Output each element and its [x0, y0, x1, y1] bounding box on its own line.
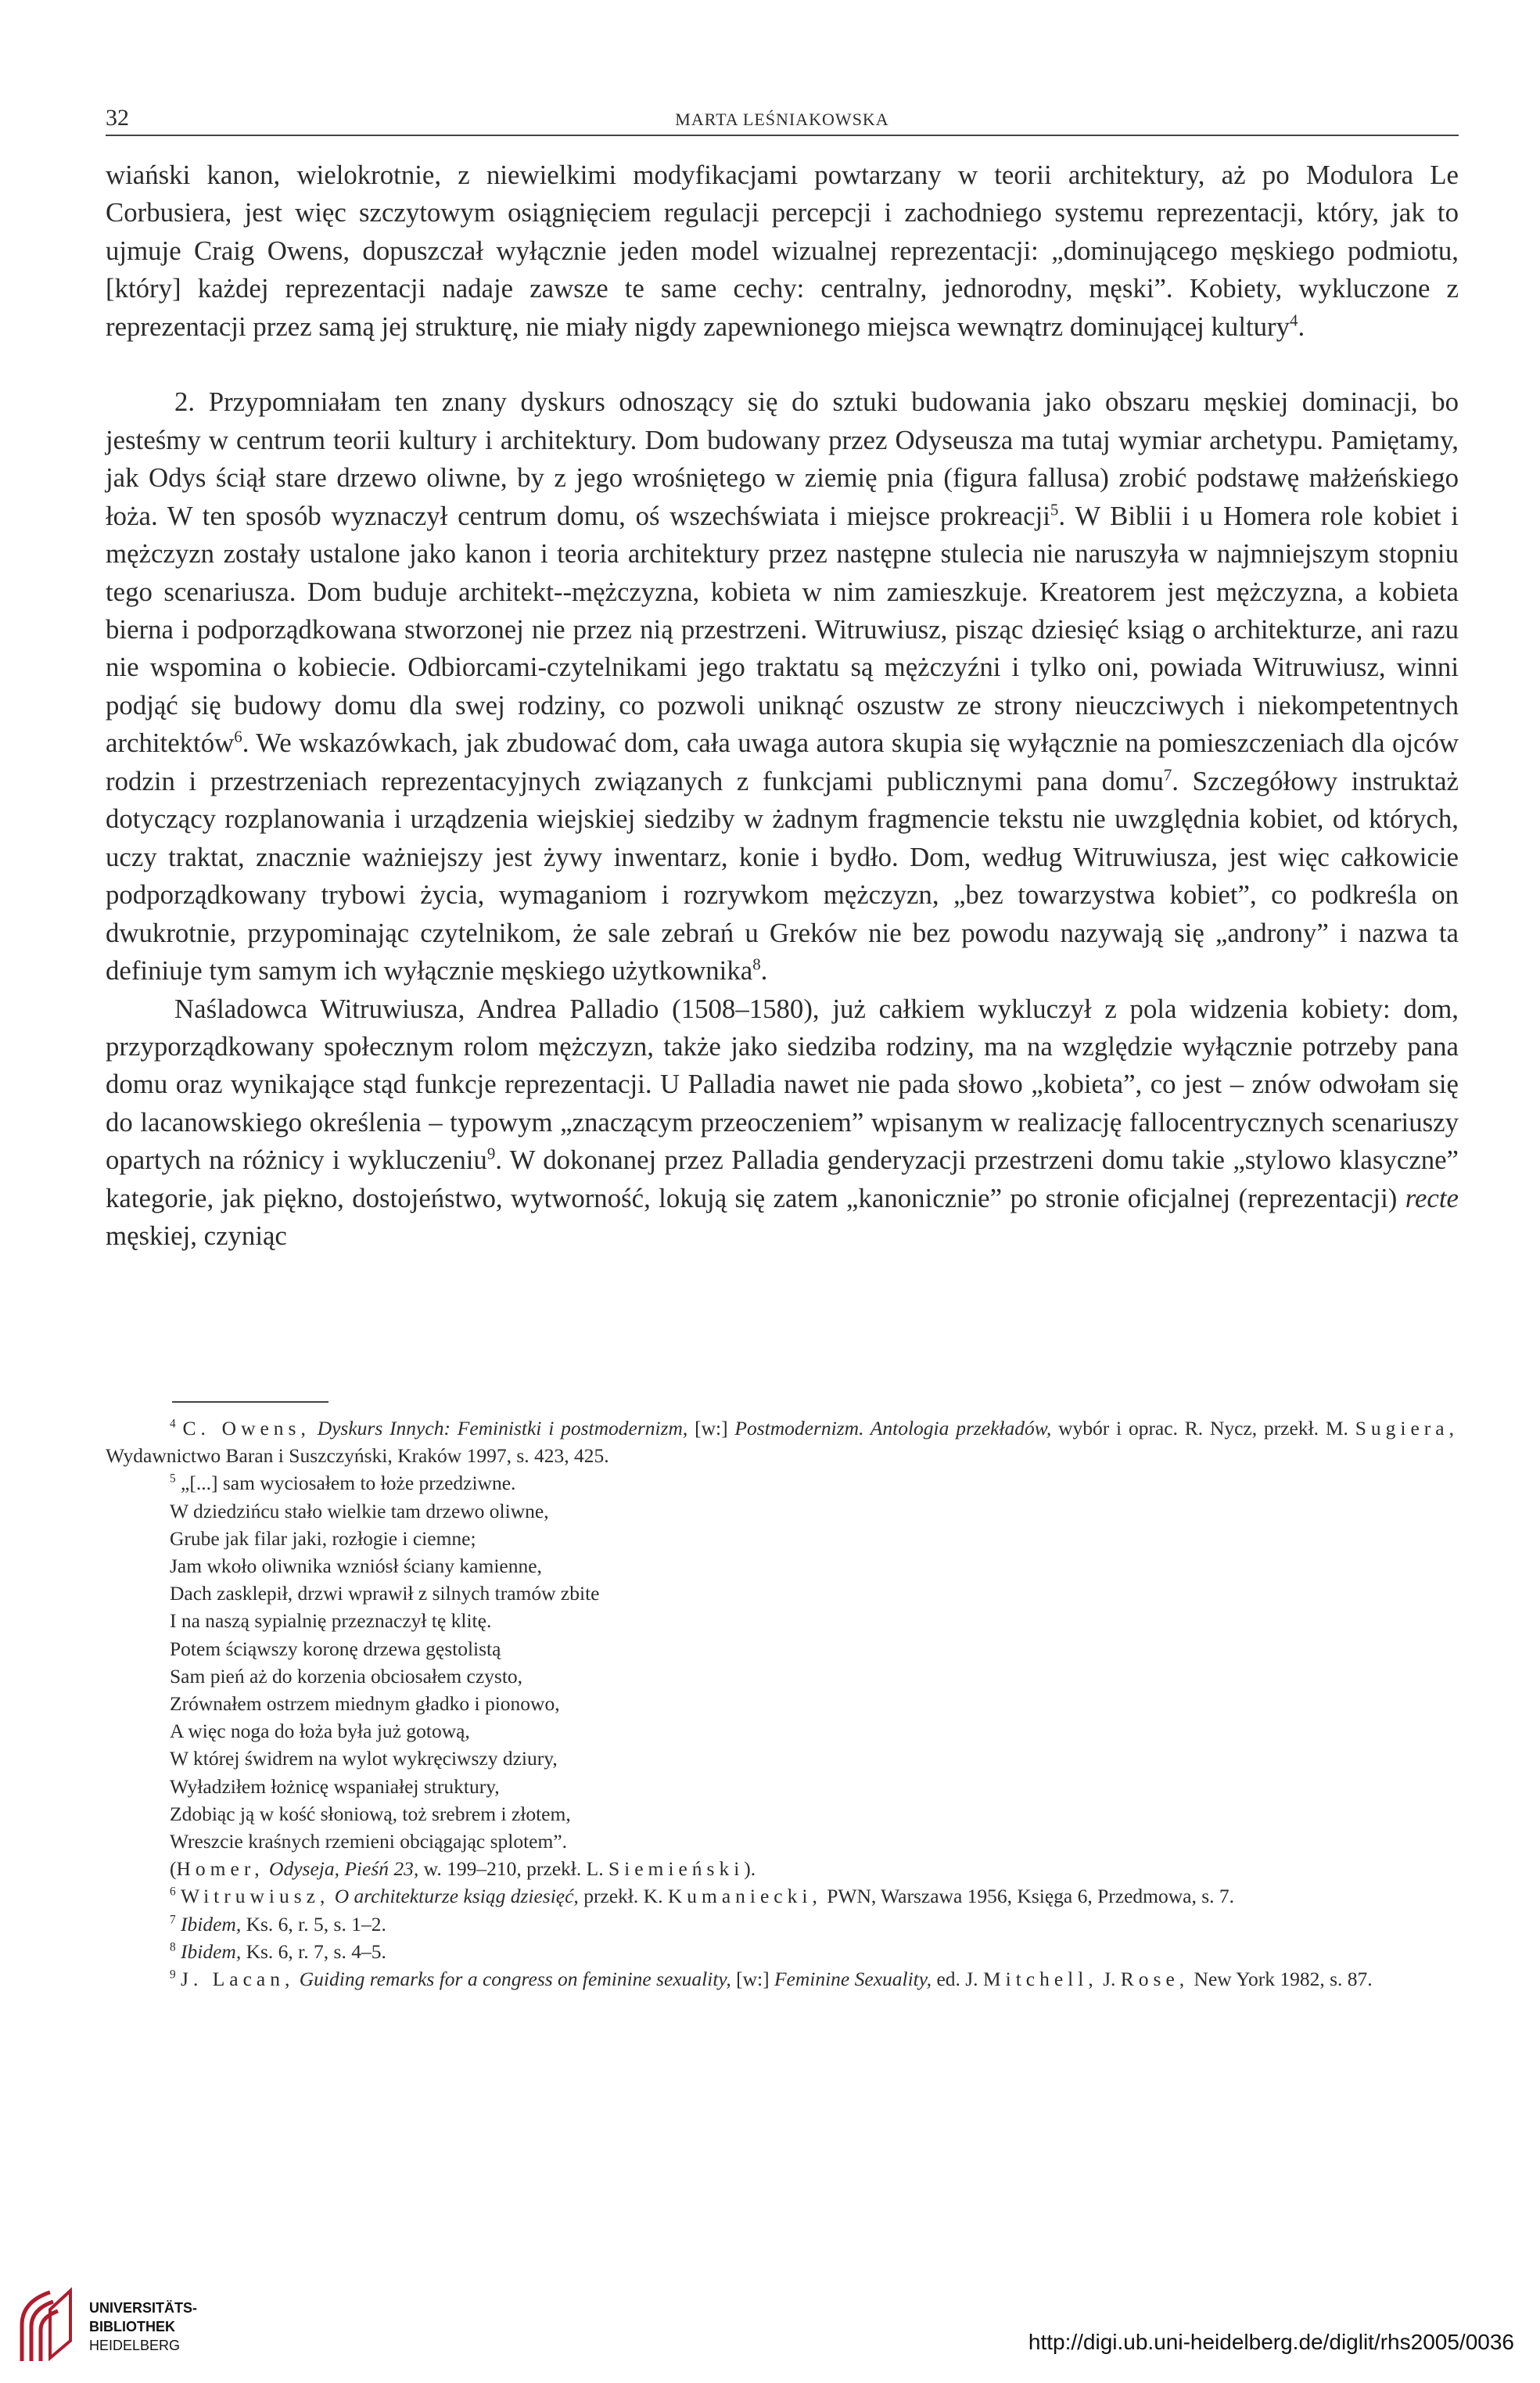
text-run: ).	[744, 1857, 756, 1881]
footnote-rule	[172, 1401, 328, 1403]
footnote-translator: Kumaniecki,	[667, 1885, 822, 1908]
poem-line: Wreszcie kraśnych rzemieni obciągając splotem”.	[170, 1830, 568, 1853]
footnote-title: O architekturze ksiąg dziesięć,	[334, 1885, 579, 1908]
footnote-number: 6	[170, 1885, 176, 1899]
logo-line: HEIDELBERG	[89, 2338, 181, 2353]
poem-line: „[...] sam wyciosałem to łoże przedziwne.	[181, 1472, 516, 1495]
footnote-ref[interactable]: 6	[234, 727, 242, 746]
poem-line: Zrównałem ostrzem miednym gładko i pionowo,	[170, 1692, 560, 1716]
text-run: wybór i oprac. R. Nycz, przekł. M.	[1051, 1417, 1355, 1440]
footnote-book: Postmodernizm. Antologia przekładów,	[734, 1417, 1052, 1440]
footnote-ref[interactable]: 8	[752, 954, 761, 974]
poem-line: Potem ściąwszy koronę drzewa gęstolistą	[170, 1637, 501, 1660]
text-run: J.	[1097, 1968, 1121, 1991]
footnote-ibid: Ibidem,	[181, 1939, 242, 1963]
text-run: PWN, Warszawa 1956, Księga 6, Przedmowa, s. 7.	[821, 1885, 1235, 1908]
text-run: przekł. K.	[578, 1885, 668, 1908]
footnote-translator: Sugiera,	[1355, 1417, 1459, 1440]
text-run: . Szczegółowy instruktaż dotyczący rozplanowania i urządzenia wiejskiej siedziby w żadnym fragmencie tekstu nie uwzględnia kobiet, od których, uczy traktat, znacznie ważniejszy jest żywy inwentarz, konie i bydło. Dom, według Witruwiusza, jest więc całkowicie podporządkowany trybowi życia, wymaganiom i rozrywkom mężczyzn, „bez towarzystwa kobiet”, co podkreśla on dwukrotnie, przypominając czytelnikom, że sale zebrań u Greków nie bez powodu nazywają się „androny” i nazwa ta definiuje tym samym ich wyłącznie męskiego użytkownika	[106, 765, 1459, 987]
running-head: MARTA LEŚNIAKOWSKA	[675, 110, 889, 129]
poem-line: W której świdrem na wylot wykręciwszy dziury,	[170, 1747, 558, 1770]
footnote-number: 9	[170, 1968, 176, 1982]
footnote-author: Homer,	[176, 1857, 264, 1881]
text-run: .	[1298, 311, 1305, 342]
poem-line: Grube jak filar jaki, rozłogie i ciemne;	[170, 1526, 476, 1550]
text-run: wiański kanon, wielokrotnie, z niewielkimi modyfikacjami powtarzany w teorii architektury, aż po Modulora Le Corbusiera, jest więc szczytowym osiągnięciem regulacji percepcji i zachodniego systemu reprezentacji, który, jak to ujmuje Craig Owens, dopuszczał wyłącznie jeden model wizualnej reprezentacji: „dominującego męskiego podmiotu, [który] każdej reprezentacji nadaje zawsze te same cechy: centralny, jednorodny, męski”. Kobiety, wykluczone z reprezentacji przez samą jej strukturę, nie miały nigdy zapewnionego miejsca wewnątrz dominującej kultury	[106, 160, 1459, 342]
body-text	[106, 156, 1459, 1256]
text-run: . W Biblii i u Homera role kobiet i mężczyzn zostały ustalone jako kanon i teoria architektury przez następne stulecia nie naruszyła w najmniejszym stopniu tego scenariusza. Dom buduje architekt-‑mężczyzna, kobieta w nim zamieszkuje. Kreatorem jest mężczyzna, a kobieta bierna i podporządkowana stworzonej nie przez nią przestrzeni. Witruwiusz, pisząc dziesięć ksiąg o architekturze, ani razu nie wspomina o kobiecie. Odbiorcami-czytelnikami jego traktatu są mężczyźni i tylko oni, powiada Witruwiusz, winni podjąć się budowy domu dla swej rodziny, co pozwoli uniknąć oszustw ze strony nieuczciwych i niekompetentnych architektów	[106, 500, 1459, 759]
text-run: New York 1982, s. 87.	[1189, 1968, 1373, 1991]
footnote-author: J. Lacan,	[181, 1968, 295, 1991]
text-run: . We wskazówkach, jak zbudować dom, cała uwaga autora skupia się wyłącznie na pomieszczeniach dla ojców rodzin i przestrzeniach reprezentacyjnych związanych z funkcjami publicznymi pana domu	[106, 728, 1459, 796]
page-number: 32	[106, 105, 129, 131]
footnote-title: Guiding remarks for a congress on feminine sexuality,	[299, 1968, 731, 1991]
text-run: .	[760, 955, 768, 987]
footnote-ref[interactable]: 9	[486, 1144, 496, 1163]
library-logo-text	[89, 2299, 197, 2355]
footnote-4	[106, 1414, 1459, 1469]
footnotes	[106, 1414, 1459, 1993]
footnote-ref[interactable]: 7	[1163, 765, 1172, 785]
footnote-book: Feminine Sexuality,	[774, 1968, 932, 1991]
poem-source	[106, 1855, 1459, 1882]
logo-line: BIBLIOTHEK	[89, 2319, 175, 2334]
text-run: Wydawnictwo Baran i Suszczyński, Kraków 1997, s. 423, 425.	[106, 1444, 609, 1468]
library-seal-icon	[14, 2286, 81, 2364]
footnote-author: C. Owens,	[182, 1417, 311, 1440]
paragraph-2	[106, 383, 1459, 990]
library-logo[interactable]	[14, 2284, 217, 2370]
text-run: 2. Przypomniałam ten znany dyskurs odnoszący się do sztuki budowania jako obszaru męskiej dominacji, bo jesteśmy w centrum teorii kultury i architektury. Dom budowany przez Odyseusza ma tutaj wymiar archetypu. Pamiętamy, jak Odys ściął stare drzewo oliwne, by z jego wrośniętego w ziemię pnia (figura fallusa) zrobić podstawę małżeńskiego łoża. W ten sposób wyznaczył centrum domu, oś wszechświata i miejsce prokreacji	[106, 386, 1459, 531]
text-run: w. 199–210, przekł. L.	[418, 1857, 608, 1881]
text-run: [w:]	[687, 1417, 735, 1440]
footnote-translator: Siemieński	[608, 1857, 745, 1881]
text-run: Ks. 6, r. 7, s. 4–5.	[241, 1939, 386, 1963]
text-run: męskiej, czyniąc	[106, 1220, 287, 1252]
text-run: . W dokonanej przez Palladia genderyzacji przestrzeni domu takie „stylowo klasyczne” kategorie, jak piękno, dostojeństwo, wytworność, lokują się zatem „kanonicznie” po stronie oficjalnej (reprezentacji)	[106, 1145, 1459, 1213]
page-header	[106, 100, 1459, 136]
emphasis: recte	[1405, 1182, 1459, 1213]
text-run: Ks. 6, r. 5, s. 1–2.	[241, 1912, 386, 1936]
paragraph-1	[106, 156, 1459, 346]
footnote-editor: Rose,	[1120, 1968, 1190, 1991]
footnote-number: 7	[170, 1913, 176, 1927]
poem-line: Jam wkoło oliwnika wzniósł ściany kamienne,	[170, 1555, 542, 1578]
poem-line: Wyładziłem łożnicę wspaniałej struktury,	[170, 1774, 500, 1798]
footnote-title: Dyskurs Innych: Feministki i postmodernizm,	[317, 1417, 688, 1440]
footnote-title: Odyseja, Pieśń 23,	[269, 1857, 419, 1881]
logo-line: UNIVERSITÄTS-	[89, 2300, 198, 2316]
footnote-5	[106, 1469, 1459, 1497]
text-run: ed. J.	[932, 1968, 983, 1991]
footnote-ibid: Ibidem,	[181, 1912, 242, 1936]
footnote-ref[interactable]: 5	[1050, 500, 1059, 519]
poem-line: Dach zasklepił, drzwi wprawił z silnych tramów zbite	[170, 1582, 600, 1605]
poem-line: I na naszą sypialnię przeznaczył tę klitę.	[170, 1609, 492, 1633]
text-run: (	[170, 1857, 177, 1881]
footnote-author: Witruwiusz,	[181, 1885, 330, 1908]
footnote-editor: Mitchell,	[982, 1968, 1098, 1991]
footnote-number: 5	[170, 1472, 176, 1486]
footnote-9	[106, 1965, 1459, 1993]
poem-line: Sam pień aż do korzenia obciosałem czysto,	[170, 1664, 523, 1688]
source-url[interactable]: http://digi.ub.uni-heidelberg.de/diglit/rhs2005/0036	[1028, 2330, 1514, 2354]
poem-line: A więc noga do łoża była już gotową,	[170, 1720, 470, 1743]
poem-line: W dziedzińcu stało wielkie tam drzewo oliwne,	[170, 1499, 549, 1522]
footnote-number: 8	[170, 1940, 176, 1954]
footnote-6	[106, 1882, 1459, 1910]
text-run: [w:]	[731, 1968, 774, 1991]
footnote-ref[interactable]: 4	[1290, 311, 1298, 330]
footnote-7	[106, 1910, 1459, 1938]
footnote-8	[106, 1938, 1459, 1965]
poem-line: Zdobiąc ją w kość słoniową, toż srebrem i złotem,	[170, 1802, 571, 1825]
paragraph-3	[106, 990, 1459, 1256]
text-run: Naśladowca Witruwiusza, Andrea Palladio (1508–1580), już całkiem wykluczył z pola widzenia kobiety: dom, przyporządkowany społecznym rolom mężczyzn, także jako siedziba rodziny, ma na względzie wyłącznie potrzeby pana domu oraz wynikające stąd funkcje reprezentacji. U Palladia nawet nie pada słowo „kobieta”, co jest – znów odwołam się do lacanowskiego określenia – typowym „znaczącym przeoczeniem” wpisanym w realizację fallocentrycznych scenariuszy opartych na różnicy i wykluczeniu	[106, 993, 1459, 1176]
footnote-number: 4	[170, 1417, 176, 1431]
